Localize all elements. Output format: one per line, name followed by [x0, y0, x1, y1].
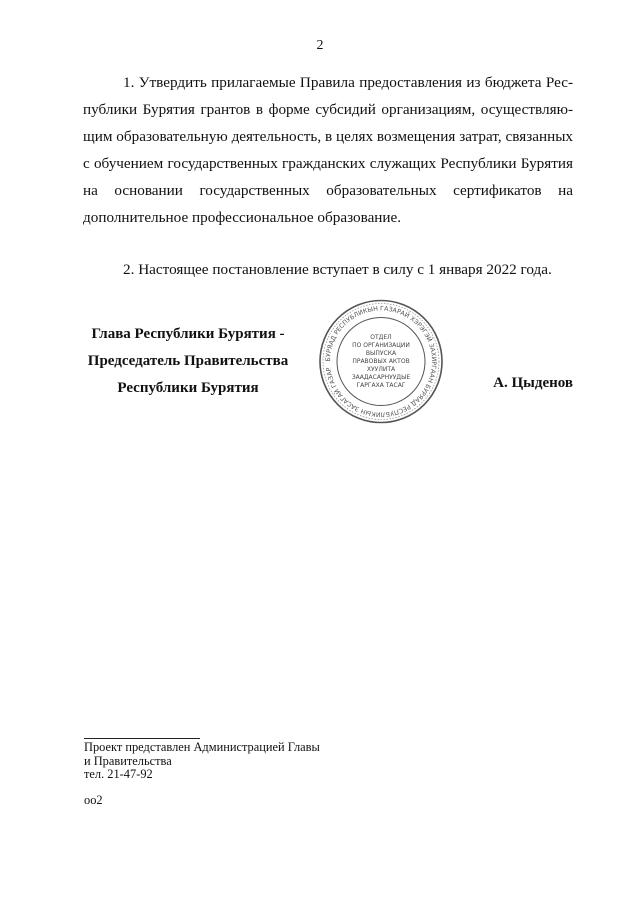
seal-inner-line: ПРАВОВЫХ АКТОВ: [352, 358, 410, 365]
seal-inner-line: ОТДЕЛ: [370, 334, 392, 341]
document-code: оо2: [84, 793, 103, 807]
footer-line: тел. 21-47-92: [84, 767, 153, 781]
footer-line: и Правительства: [84, 753, 172, 768]
seal-inner-line: ЗААДАСАРНУУДЫЕ: [351, 374, 411, 381]
footer-note: [84, 741, 320, 782]
seal-inner-line: ГАРГАХА ТАСАГ: [356, 382, 406, 389]
paragraph-approve-rules: 1. Утвердить прилагаемые Правила предоставления из бюджета Республики Бурятия грантов в форме субсидий организациям, осуществляющим образовательную деятельность, в целях возмещения затрат, связанных с обучением государственных гражданских служащих Республики Бурятия на основании государственных образовательных сертификатов на дополнительное профессиональное образование.: [83, 74, 573, 226]
official-seal: [316, 299, 446, 424]
footer-line: Проект представлен Администрацией Главы: [84, 740, 320, 754]
seal-inner-line: ПО ОРГАНИЗАЦИИ: [352, 342, 410, 349]
seal-inner-line: ВЫПУСКА: [365, 350, 397, 357]
signatory-name: А. Цыденов: [493, 375, 573, 391]
signatory-title-line: Глава Республики Бурятия -: [91, 326, 285, 342]
seal-inner-line: ХУУЛИТА: [366, 366, 396, 373]
page-number: 2: [316, 38, 324, 53]
paragraph-effective-date: 2. Настоящее постановление вступает в силу с 1 января 2022 года.: [123, 261, 552, 278]
seal-graphic: [316, 299, 446, 424]
footer-divider: [84, 738, 200, 739]
signatory-title-line: Председатель Правительства: [87, 353, 289, 369]
signatory-title: [84, 321, 292, 402]
signatory-title-line: Республики Бурятия: [117, 380, 259, 396]
seal-ring-text: БУРЯАД РЕСПУБЛИКЫН ГАЗАРАЙ ХЭРЭГЭЙ ЗАХИРГААН БУРЯАД РЕСПУБЛИКЫН ЗАСАГАЙ ГАЗАР: [324, 305, 438, 418]
